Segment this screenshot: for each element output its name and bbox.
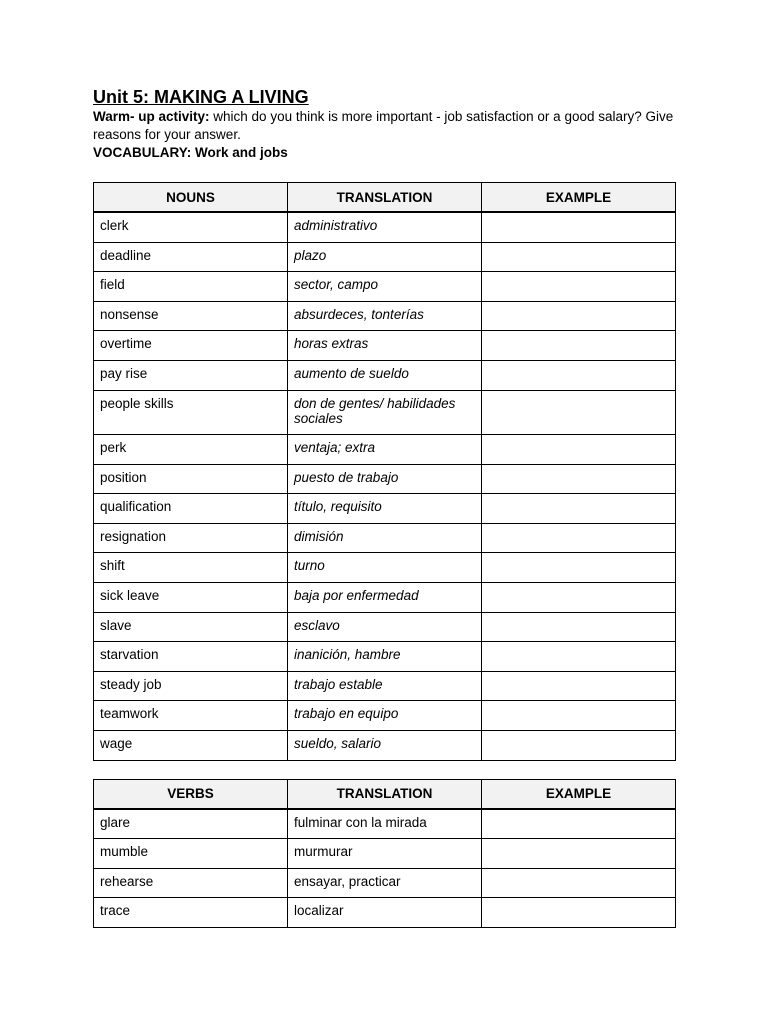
noun-cell: sick leave	[94, 583, 288, 613]
table-row	[94, 212, 676, 242]
translation-cell: baja por enfermedad	[288, 583, 482, 613]
example-cell[interactable]	[482, 242, 676, 272]
translation-column-header: TRANSLATION	[288, 779, 482, 809]
translation-cell: horas extras	[288, 331, 482, 361]
table-row	[94, 435, 676, 465]
table-row	[94, 809, 676, 839]
translation-cell: plazo	[288, 242, 482, 272]
table-row	[94, 331, 676, 361]
table-row	[94, 612, 676, 642]
table-row	[94, 360, 676, 390]
example-column-header: EXAMPLE	[482, 183, 676, 213]
example-cell[interactable]	[482, 435, 676, 465]
example-cell[interactable]	[482, 612, 676, 642]
example-cell[interactable]	[482, 301, 676, 331]
warmup-paragraph	[93, 108, 676, 144]
table-row	[94, 242, 676, 272]
table-row	[94, 553, 676, 583]
verbs-column-header: VERBS	[94, 779, 288, 809]
example-cell[interactable]	[482, 642, 676, 672]
example-cell[interactable]	[482, 701, 676, 731]
table-row	[94, 390, 676, 435]
table-row	[94, 464, 676, 494]
noun-cell: teamwork	[94, 701, 288, 731]
noun-cell: deadline	[94, 242, 288, 272]
translation-cell: trabajo estable	[288, 671, 482, 701]
verb-cell: trace	[94, 898, 288, 928]
example-cell[interactable]	[482, 671, 676, 701]
translation-cell: administrativo	[288, 212, 482, 242]
translation-cell: trabajo en equipo	[288, 701, 482, 731]
table-row	[94, 701, 676, 731]
translation-cell: turno	[288, 553, 482, 583]
example-cell[interactable]	[482, 868, 676, 898]
table-row	[94, 583, 676, 613]
example-cell[interactable]	[482, 360, 676, 390]
page-title: Unit 5: MAKING A LIVING	[93, 87, 309, 107]
translation-cell: sector, campo	[288, 272, 482, 302]
example-cell[interactable]	[482, 839, 676, 869]
example-cell[interactable]	[482, 390, 676, 435]
noun-cell: slave	[94, 612, 288, 642]
table-row	[94, 642, 676, 672]
warmup-label: Warm- up activity:	[93, 109, 210, 124]
noun-cell: people skills	[94, 390, 288, 435]
example-column-header: EXAMPLE	[482, 779, 676, 809]
translation-cell: aumento de sueldo	[288, 360, 482, 390]
example-cell[interactable]	[482, 464, 676, 494]
translation-cell: don de gentes/ habilidades sociales	[288, 390, 482, 435]
verbs-table	[93, 779, 676, 928]
example-cell[interactable]	[482, 583, 676, 613]
translation-cell: sueldo, salario	[288, 731, 482, 761]
table-row	[94, 523, 676, 553]
translation-cell: ensayar, practicar	[288, 868, 482, 898]
translation-cell: inanición, hambre	[288, 642, 482, 672]
noun-cell: starvation	[94, 642, 288, 672]
table-row	[94, 731, 676, 761]
verb-cell: rehearse	[94, 868, 288, 898]
noun-cell: overtime	[94, 331, 288, 361]
translation-column-header: TRANSLATION	[288, 183, 482, 213]
translation-cell: puesto de trabajo	[288, 464, 482, 494]
translation-cell: esclavo	[288, 612, 482, 642]
example-cell[interactable]	[482, 331, 676, 361]
warmup-text: which do you think is more important - job satisfaction or a good salary? Give reasons for your answer.	[93, 109, 674, 142]
translation-cell: título, requisito	[288, 494, 482, 524]
example-cell[interactable]	[482, 494, 676, 524]
noun-cell: field	[94, 272, 288, 302]
nouns-column-header: NOUNS	[94, 183, 288, 213]
nouns-header-row	[94, 183, 676, 213]
table-row	[94, 272, 676, 302]
translation-cell: murmurar	[288, 839, 482, 869]
example-cell[interactable]	[482, 212, 676, 242]
table-row	[94, 301, 676, 331]
example-cell[interactable]	[482, 553, 676, 583]
table-row	[94, 898, 676, 928]
translation-cell: fulminar con la mirada	[288, 809, 482, 839]
noun-cell: perk	[94, 435, 288, 465]
verb-cell: glare	[94, 809, 288, 839]
noun-cell: wage	[94, 731, 288, 761]
translation-cell: absurdeces, tonterías	[288, 301, 482, 331]
example-cell[interactable]	[482, 898, 676, 928]
noun-cell: steady job	[94, 671, 288, 701]
translation-cell: dimisión	[288, 523, 482, 553]
nouns-table	[93, 182, 676, 761]
noun-cell: qualification	[94, 494, 288, 524]
vocabulary-heading: VOCABULARY: Work and jobs	[93, 145, 288, 160]
noun-cell: resignation	[94, 523, 288, 553]
table-row	[94, 868, 676, 898]
example-cell[interactable]	[482, 523, 676, 553]
table-row	[94, 671, 676, 701]
noun-cell: nonsense	[94, 301, 288, 331]
example-cell[interactable]	[482, 272, 676, 302]
example-cell[interactable]	[482, 809, 676, 839]
worksheet-page	[93, 86, 676, 928]
example-cell[interactable]	[482, 731, 676, 761]
noun-cell: shift	[94, 553, 288, 583]
noun-cell: clerk	[94, 212, 288, 242]
table-row	[94, 839, 676, 869]
translation-cell: localizar	[288, 898, 482, 928]
verbs-header-row	[94, 779, 676, 809]
table-row	[94, 494, 676, 524]
translation-cell: ventaja; extra	[288, 435, 482, 465]
verb-cell: mumble	[94, 839, 288, 869]
noun-cell: position	[94, 464, 288, 494]
noun-cell: pay rise	[94, 360, 288, 390]
